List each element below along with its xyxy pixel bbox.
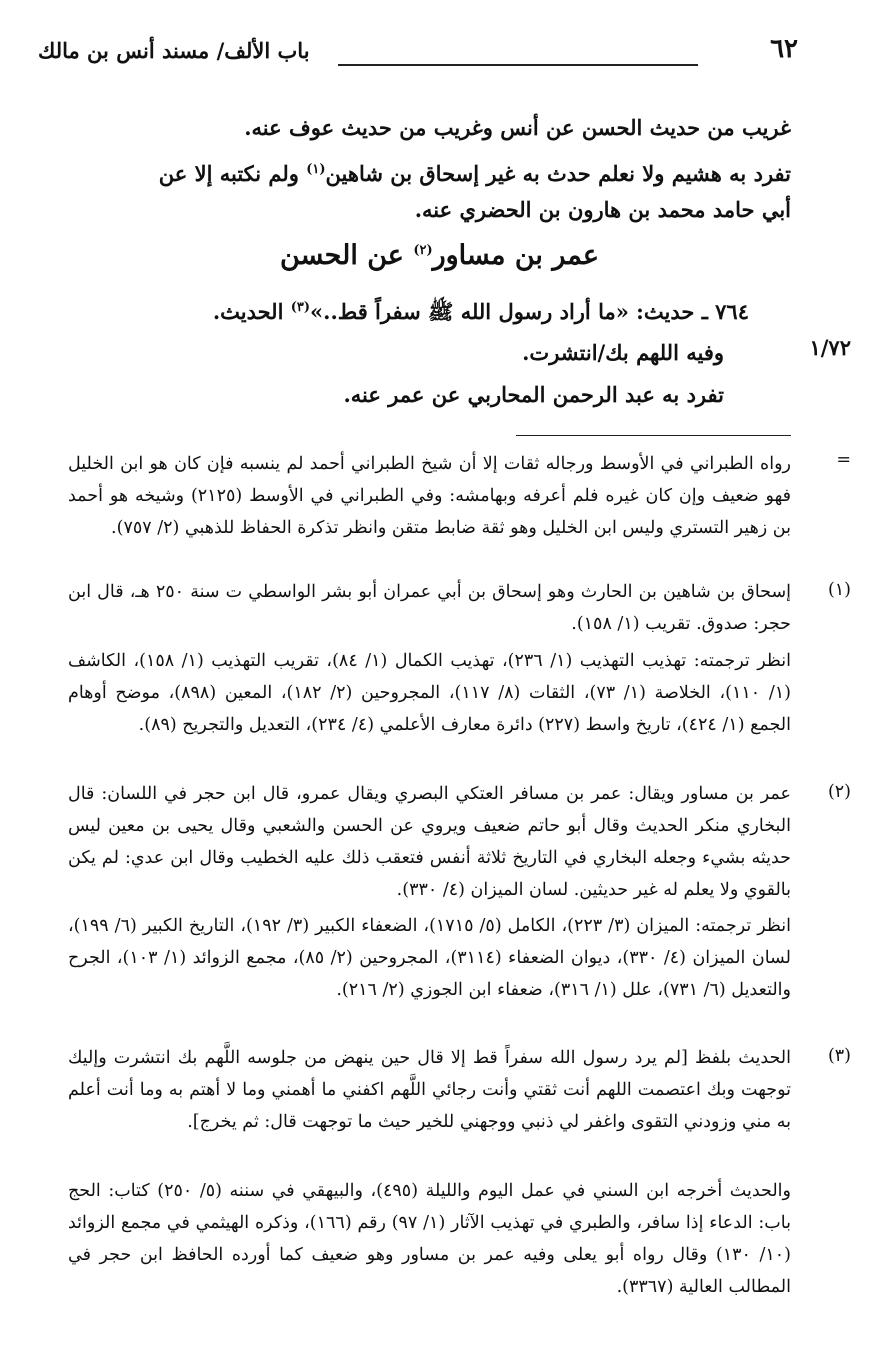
section-heading: عمر بن مساور$^{(٢)}$ عن الحسن (280, 240, 599, 271)
footnote-2-refs: انظر ترجمته: الميزان (٣/ ٢٢٣)، الكامل (٥/ ١٧١٥)، الضعفاء الكبير (٣/ ١٩٢)، التاريخ الكبير (٦/ ١٩٩)، لسان الميزان (٤/ ٣٣٠)، ديوان الضعفاء (٣١١٤)، المجروحين (٢/ ٨٥)، مجمع الزوائد (١/ ١٠٣)، الجرح والتعديل (٦/ ٧٣١)، علل (١/ ٣١٦)، ضعفاء ابن الجوزي (٢/ ٢١٦). (68, 916, 792, 1000)
footnote-ref-1[interactable]: (١) (306, 162, 326, 177)
footnote-divider (516, 435, 791, 436)
footnote-ref-2[interactable]: (٢) (413, 243, 433, 258)
footnote-1-text: إسحاق بن شاهين بن الحارث وهو إسحاق بن أبي عمران أبو بشر الواسطي ت سنة ٢٥٠ هـ، قال ابن حجر: صدوق. تقريب (١/ ١٥٨). (68, 582, 791, 634)
running-header (38, 32, 798, 72)
footnote-1-number: (١) (827, 580, 851, 600)
footnote-2-number: (٢) (827, 782, 851, 802)
page-number: ٦٢ (770, 34, 798, 64)
main-line-tafarrada: تفرد به عبد الرحمن المحاربي عن عمر عنه. (343, 382, 724, 407)
footnote-cont-marker: = (836, 450, 851, 470)
hadith-entry: ٧٦٤ ـ حديث: «ما أراد رسول الله ﷺ سفراً قط..»$^{(٣)}$ الحديث. (212, 299, 749, 324)
main-line-2: تفرد به هشيم ولا نعلم حدث به غير إسحاق بن شاهين$^{(١)}$ ولم نكتبه إلا عن (158, 161, 791, 186)
main-line-3: أبي حامد محمد بن هارون بن الحضري عنه. (414, 197, 791, 222)
footnote-2-text: عمر بن مساور ويقال: عمر بن مسافر العتكي البصري ويقال عمرو، قال ابن حجر في اللسان: قال البخاري منكر الحديث وقال أبو حاتم ضعيف ويروي عن الحسن والشعبي وقال يحيى بن معين ليس حديثه بشيء وجعله البخاري في التاريخ ثلاثة أنفس فتعقب ذلك عليه الخطيب وقال ابن عدي: لم يكن بالقوي ولا يعلم له غير حديثين. لسان الميزان (٤/ ٣٣٠). (68, 784, 791, 900)
footnote-3-number: (٣) (827, 1046, 851, 1066)
footnote-3-text: الحديث بلفظ [لم يرد رسول الله سفراً قط إلا قال حين ينهض من جلوسه اللَّهم بك انتشرت وإليك توجهت وبك اعتصمت اللهم أنت ثقتي وأنت رجائي اللَّهم اكفني ما أهمني وما لا أهتم به وما أنت أعلم به مني وزودني التقوى واغفر لي ذنبي ووجهني للخير حيث ما توجهت قال: ثم يخرج]. (68, 1048, 791, 1132)
footnote-ref-3[interactable]: (٣) (290, 300, 311, 315)
footnote-1-refs: انظر ترجمته: تهذيب التهذيب (١/ ٢٣٦)، تهذيب الكمال (١/ ٨٤)، تقريب التهذيب (١/ ١٥٨)، الكاشف (١/ ١١٠)، الخلاصة (١/ ٧٣)، الثقات (٨/ ١١٧)، المجروحين (٢/ ١٨٢)، المعين (٨٩٨)، موضح أوهام الجمع (١/ ٤٢٤)، تاريخ واسط (٢٢٧) دائرة معارف الأعلمي (٤/ ٢٣٤)، التعديل والتجريح (٨٩). (68, 651, 791, 735)
running-title: باب الألف/ مسند أنس بن مالك (38, 38, 310, 63)
main-line-fihi: وفيه اللهم بك/انتشرت. (522, 340, 724, 365)
main-line-1: غريب من حديث الحسن عن أنس وغريب من حديث عوف عنه. (244, 115, 791, 140)
footnote-continuation: رواه الطبراني في الأوسط ورجاله ثقات إلا أن شيخ الطبراني أحمد لم ينسبه فإن كان هو ابن الخليل فهو ضعيف وإن كان غيره فلم أعرفه وبهامشه: وفي الطبراني في الأوسط (٢١٢٥) وشيخه هو أحمد بن زهير التستري وليس ابن الخليل وهو ثقة ضابط متقن وانظر تذكرة الحفاظ للذهبي (٢/ ٧٥٧). (68, 454, 792, 538)
footnote-3-refs: والحديث أخرجه ابن السني في عمل اليوم والليلة (٤٩٥)، والبيهقي في سننه (٥/ ٢٥٠) كتاب: الحج باب: الدعاء إذا سافر، والطبري في تهذيب الآثار (١/ ٩٧) رقم (١٦٦)، وذكره الهيثمي في مجمع الزوائد (١٠/ ١٣٠) وقال رواه أبو يعلى وفيه عمر بن مساور وهو ضعيف كما أورده الحافظ ابن حجر في المطالب العالية (٣٣٦٧). (68, 1181, 791, 1297)
margin-reference: ١/٧٢ (809, 335, 851, 360)
header-rule (338, 64, 698, 66)
